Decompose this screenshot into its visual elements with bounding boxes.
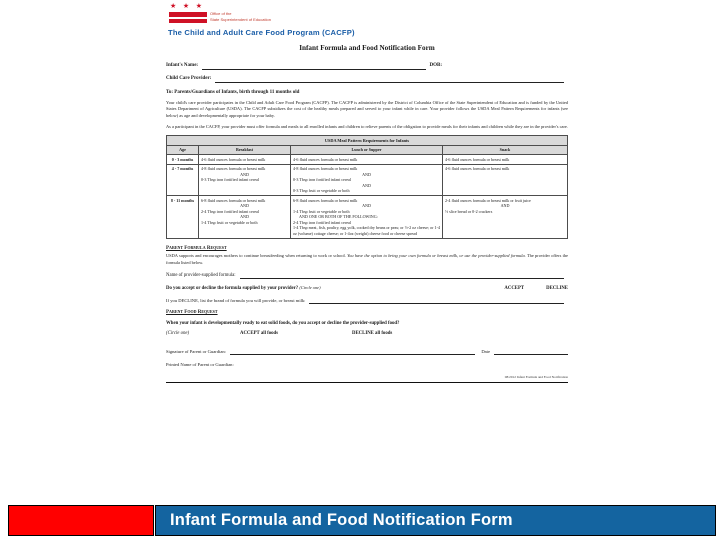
formula-name-label: Name of provider-supplied formula:: [166, 272, 236, 278]
logo-line-1: Office of the: [210, 11, 232, 16]
meal-conjunction: AND: [362, 171, 371, 177]
formula-name-input[interactable]: [240, 272, 564, 279]
meal-item: 0-3 Tbsp iron fortified infant cereal: [201, 177, 260, 183]
formula-question: Do you accept or decline the formula supplied by your provider?: [166, 285, 299, 291]
dob-input[interactable]: [446, 64, 564, 70]
cell-lunch: [291, 155, 443, 164]
food-decline-option[interactable]: DECLINE all foods: [352, 331, 393, 337]
provider-label: Child Care Provider:: [166, 75, 212, 81]
food-circle-one: (Circle one): [166, 331, 190, 337]
slide-title-text: Infant Formula and Food Notification Form: [170, 511, 513, 529]
cell-lunch: [291, 164, 443, 195]
cell-breakfast: [199, 155, 291, 164]
formula-question-wrap: [166, 285, 482, 292]
meal-item: 1-4 Tbsp meat, fish, poultry, egg yolk, cooked dry beans or peas; or ½-2 oz cheese; or 1-4 oz (volume) cottage cheese; or 1-4oz (weight) cheese food or cheese spread: [293, 225, 440, 236]
col-header-lunch: Lunch or Supper: [291, 145, 443, 154]
meal-item: 1-4 Tbsp fruit or vegetable or both: [201, 219, 258, 225]
meal-conjunction: AND: [500, 203, 510, 209]
program-title: The Child and Adult Care Food Program (CACFP): [168, 28, 355, 37]
meal-item: 4-8 fluid ounces formula or breast milk: [201, 166, 266, 172]
signature-row: [166, 348, 568, 355]
provider-row: [166, 76, 568, 83]
dc-flag-bar-top-icon: [169, 12, 207, 17]
cell-breakfast: [199, 164, 291, 195]
formula-accept-decline-row: [166, 285, 568, 292]
meal-item: 2-4 Tbsp iron fortified infant cereal: [201, 208, 260, 214]
signature-input[interactable]: [230, 348, 475, 355]
document-footer: 08/2012 Infant Formula and Food Notification: [504, 375, 568, 380]
meal-item: 4-6 fluid ounces formula or breast milk: [293, 156, 358, 162]
cell-lunch: [291, 196, 443, 238]
logo-line-2: State Superintendent of Education: [210, 17, 271, 22]
meal-item: 1-4 Tbsp fruit or vegetable or both: [293, 208, 350, 214]
red-placeholder-box: [8, 505, 154, 536]
meal-conjunction: AND: [362, 203, 371, 209]
food-accept-option[interactable]: ACCEPT all foods: [240, 331, 279, 337]
decline-note-label: If you DECLINE, list the brand of formula you will provide, or breast milk:: [166, 298, 306, 304]
formula-body-plain: USDA supports and encourages mothers to continue breastfeeding when returning to work or school.: [166, 253, 348, 259]
footer-divider: [166, 382, 568, 383]
signature-label: Signature of Parent or Guardian:: [166, 349, 226, 355]
table-header-row: [167, 145, 568, 154]
printed-name-label: Printed Name of Parent or Guardian:: [166, 362, 234, 368]
formula-body-italic: You have the option to bring your own formula or breast milk, or use the provider-supplied formula.: [347, 253, 526, 259]
table-row: [167, 164, 568, 195]
meal-conjunction: AND: [240, 203, 249, 209]
table-row: [167, 196, 568, 238]
meal-conjunction: AND: [240, 171, 249, 177]
dob-label: DOB:: [429, 62, 442, 68]
col-header-age: Age: [167, 145, 199, 154]
meal-item: 6-8 fluid ounces formula or breast milk: [293, 197, 358, 203]
cell-snack: [443, 164, 568, 195]
food-accept-decline-row: [166, 331, 568, 337]
document-page: [166, 2, 568, 502]
dc-flag-stars-icon: ★ ★ ★: [170, 2, 205, 10]
provider-input[interactable]: [215, 76, 564, 83]
date-label: Date: [481, 349, 490, 355]
meal-note: AND ONE OR BOTH OF THE FOLLOWING:: [299, 214, 378, 220]
formula-body-tail: The provider offers the formula listed below.: [166, 253, 568, 265]
formula-accept-option[interactable]: ACCEPT: [504, 285, 525, 291]
meal-item: 4-8 fluid ounces formula or breast milk: [293, 166, 358, 172]
meal-item: 0-3 Tbsp iron fortified infant cereal: [293, 177, 352, 183]
paragraph-1: Your child's care provider participates in the Child and Adult Care Food Program (CACFP). The CACFP is administered by the District of Columbia Office of the State Superintendent of Education and is funded by the United States Department of Agriculture (USDA). The CACFP subsidizes the cost of the healthy meals prepared and served to your infant while in care. Your provider follows the USDA Meal Pattern Requirements for infants (see below) as age and developmentally appropriate for your baby.: [166, 100, 568, 118]
form-title: Infant Formula and Food Notification Form: [299, 44, 435, 53]
meal-table-caption: USDA Meal Pattern Requirements for Infants: [166, 135, 568, 145]
food-request-question: When your infant is developmentally ready to eat solid foods, do you accept or decline the provider-supplied food?: [166, 320, 400, 326]
meal-item: 0-3 Tbsp fruit or vegetable or both: [293, 188, 350, 194]
formula-request-body: [166, 253, 568, 266]
cell-breakfast: [199, 196, 291, 238]
meal-item: 4-6 fluid ounces formula or breast milk: [445, 156, 510, 162]
meal-item: 6-8 fluid ounces formula or breast milk: [201, 197, 266, 203]
osse-logo: [166, 2, 568, 26]
meal-item: 4-6 fluid ounces formula or breast milk: [445, 166, 510, 172]
decline-brand-input[interactable]: [309, 297, 564, 304]
col-header-snack: Snack: [443, 145, 568, 154]
addressee-line: To: Parents/Guardians of Infants, birth through 11 months old: [166, 89, 300, 95]
infant-name-label: Infant's Name:: [166, 62, 199, 68]
cell-age: 8 - 11 months: [167, 196, 199, 238]
formula-name-row: [166, 272, 568, 279]
date-input[interactable]: [494, 348, 568, 355]
col-header-breakfast: Breakfast: [199, 145, 291, 154]
meal-pattern-table: [166, 135, 568, 239]
infant-name-input[interactable]: [202, 63, 425, 70]
formula-circle-one: (Circle one): [299, 284, 321, 290]
decline-brand-row: [166, 297, 568, 304]
slide-title-banner: [155, 505, 716, 536]
meal-item: 4-6 fluid ounces formula or breast milk: [201, 156, 266, 162]
meal-item: 2-4 Tbsp iron fortified infant cereal: [293, 219, 352, 225]
cell-age: 4 - 7 months: [167, 164, 199, 195]
meal-item: ½ slice bread or 0-2 crackers: [445, 208, 493, 214]
meal-conjunction: AND: [240, 214, 249, 220]
formula-decline-option[interactable]: DECLINE: [546, 285, 568, 291]
parent-formula-request-heading: Parent Formula Request: [166, 245, 227, 251]
table-row: [167, 155, 568, 164]
cell-snack: [443, 196, 568, 238]
infant-name-row: [166, 63, 568, 70]
paragraph-2: As a participant in the CACFP, your provider must offer formula and meals to all enrolled infants and children to relieve parents of the obligation to provide meals for their infants and children while they are in the provider's care.: [166, 123, 568, 129]
meal-conjunction: AND: [362, 182, 371, 188]
parent-food-request-heading: Parent Food Request: [166, 310, 218, 316]
cell-age: 0 - 3 months: [167, 155, 199, 164]
meal-item: 2-4 fluid ounces formula or breast milk or fruit juice: [445, 197, 531, 203]
dc-flag-bar-bottom-icon: [169, 19, 207, 24]
cell-snack: [443, 155, 568, 164]
